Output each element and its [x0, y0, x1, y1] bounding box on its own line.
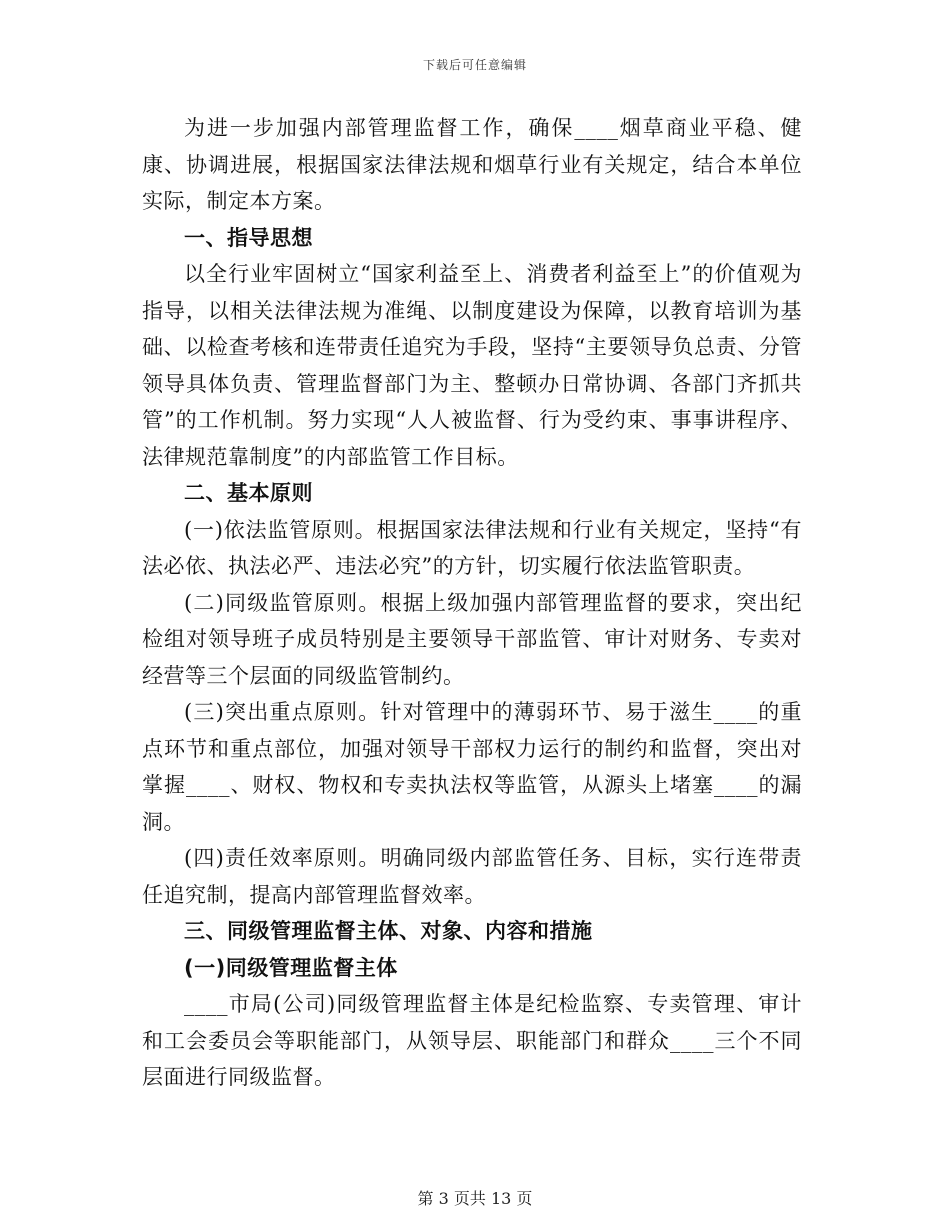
principle-paragraph-4: (四)责任效率原则。明确同级内部监管任务、目标，实行连带责任追究制，提高内部管理监督效率。	[142, 846, 802, 907]
supervision-subject-paragraph: ____市局(公司)同级管理监督主体是纪检监察、专卖管理、审计和工会委员会等职能部门，从领导层、职能部门和群众____三个不同层面进行同级监督。	[142, 992, 802, 1089]
intro-paragraph: 为进一步加强内部管理监督工作，确保____烟草商业平稳、健康、协调进展，根据国家法律法规和烟草行业有关规定，结合本单位实际，制定本方案。	[142, 116, 802, 213]
document-body	[142, 110, 802, 1096]
section-heading-supervision: 三、同级管理监督主体、对象、内容和措施	[184, 919, 593, 943]
principle-paragraph-3: (三)突出重点原则。针对管理中的薄弱环节、易于滋生____的重点环节和重点部位，加强对领导干部权力运行的制约和监督，突出对掌握____、财权、物权和专卖执法权等监管，从源头上堵塞____的漏洞。	[142, 700, 802, 834]
principle-paragraph-2: (二)同级监管原则。根据上级加强内部管理监督的要求，突出纪检组对领导班子成员特别是主要领导干部监管、审计对财务、专卖对经营等三个层面的同级监管制约。	[142, 590, 802, 688]
header-note: 下载后可任意编辑	[422, 58, 527, 72]
principle-paragraph-1: (一)依法监管原则。根据国家法律法规和行业有关规定，坚持“有法必依、执法必严、违法必究”的方针，切实履行依法监管职责。	[142, 517, 802, 578]
guiding-thought-paragraph: 以全行业牢固树立“国家利益至上、消费者利益至上”的价值观为指导，以相关法律法规为准绳、以制度建设为保障，以教育培训为基础、以检查考核和连带责任追究为手段，坚持“主要领导负总责、分管领导具体负责、管理监督部门为主、整顿办日常协调、各部门齐抓共管”的工作机制。努力实现“人人被监督、行为受约束、事事讲程序、法律规范靠制度”的内部监管工作目标。	[142, 262, 802, 469]
subsection-heading-supervision-subject: (一)同级管理监督主体	[184, 955, 398, 980]
page-number: 第 3 页共 13 页	[417, 1189, 533, 1208]
section-heading-basic-principles: 二、基本原则	[184, 481, 313, 505]
section-heading-guiding-thought: 一、指导思想	[184, 225, 313, 250]
